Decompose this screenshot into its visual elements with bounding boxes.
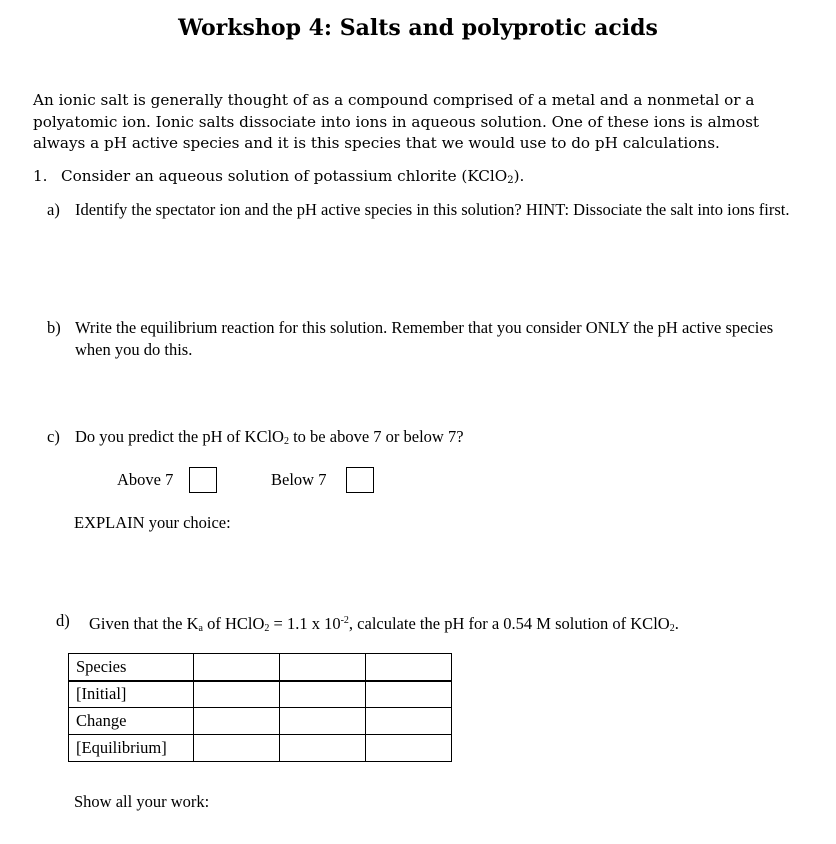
row-label-equilibrium: [Equilibrium] — [69, 735, 194, 762]
table-row — [69, 735, 452, 762]
table-cell[interactable] — [280, 654, 366, 681]
table-cell[interactable] — [366, 654, 452, 681]
part-d-label: d) — [56, 611, 70, 630]
above-7-checkbox[interactable] — [189, 467, 217, 493]
question-1 — [33, 167, 524, 186]
part-b-label: b) — [47, 318, 61, 337]
part-d-text: Given that the $K_a$ of HClO$_2$ = 1.1 x $10^{-2}$, calculate the pH for a 0.54 M solution of KClO$_2$. — [89, 614, 679, 634]
part-c-text: Do you predict the pH of KClO$_2$ to be above 7 or below 7? — [75, 427, 464, 447]
page-title: Workshop 4: Salts and polyprotic acids — [178, 15, 658, 41]
table-row — [69, 708, 452, 735]
question-1-text: Consider an aqueous solution of potassium chlorite (KClO$_2$). — [61, 167, 525, 186]
table-cell[interactable] — [194, 681, 280, 708]
part-a-label: a) — [47, 200, 60, 219]
table-row — [69, 654, 452, 681]
table-cell[interactable] — [194, 708, 280, 735]
part-a-text: Identify the spectator ion and the pH active species in this solution? HINT: Dissociate the salt into ions first. — [75, 200, 790, 219]
part-a — [47, 199, 807, 221]
part-c-label: c) — [47, 427, 60, 446]
part-b — [47, 317, 807, 360]
question-1-number: 1. — [33, 167, 48, 185]
row-label-initial: [Initial] — [69, 681, 194, 708]
table-cell[interactable] — [194, 735, 280, 762]
part-d — [56, 610, 816, 640]
explain-prompt: EXPLAIN your choice: — [74, 513, 231, 532]
intro-paragraph: An ionic salt is generally thought of as a compound comprised of a metal and a nonmetal or a polyatomic ion. Ionic salts dissociate into ions in aqueous solution. One of these ions is almost always a pH active species and it is this species that we would use to do pH calculations. — [33, 91, 759, 152]
part-b-text: Write the equilibrium reaction for this solution. Remember that you consider ONLY the pH active species when you do this. — [75, 318, 774, 359]
below-7-checkbox[interactable] — [346, 467, 374, 493]
table-row — [69, 681, 452, 708]
table-cell[interactable] — [280, 735, 366, 762]
row-label-species: Species — [69, 654, 194, 681]
show-work-prompt: Show all your work: — [74, 792, 210, 811]
table-cell[interactable] — [366, 708, 452, 735]
table-cell[interactable] — [366, 681, 452, 708]
option-below-label: Below 7 — [271, 470, 327, 489]
ice-table — [68, 653, 452, 762]
table-cell[interactable] — [280, 681, 366, 708]
row-label-change: Change — [69, 708, 194, 735]
table-cell[interactable] — [366, 735, 452, 762]
table-cell[interactable] — [280, 708, 366, 735]
option-above-label: Above 7 — [117, 470, 174, 489]
part-c — [47, 426, 807, 453]
table-cell[interactable] — [194, 654, 280, 681]
